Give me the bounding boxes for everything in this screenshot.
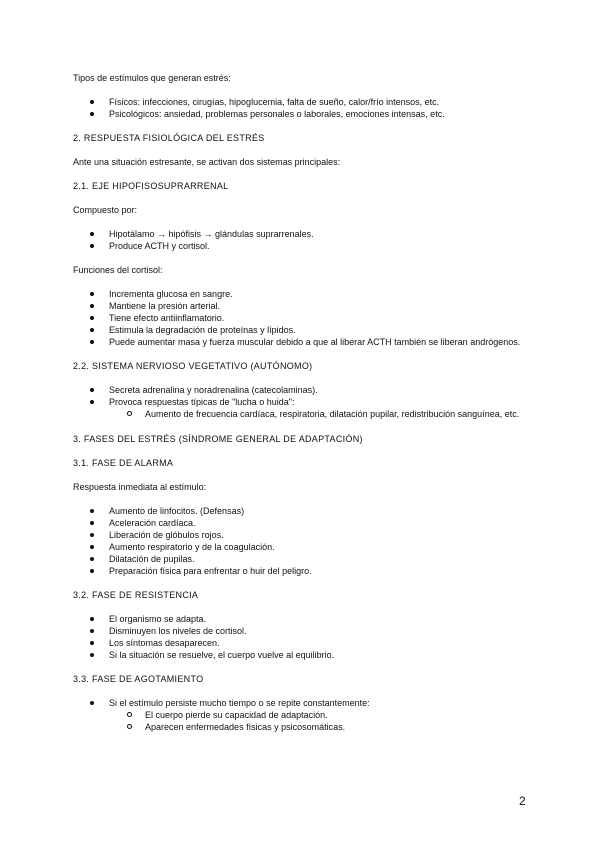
list-item: Físicos: infecciones, cirugías, hipoglucemia, falta de sueño, calor/frío intensos, etc. — [73, 96, 445, 108]
list-item: Mantiene la presión arterial. — [73, 300, 520, 312]
alarm-list — [73, 505, 312, 577]
exhaustion-list — [73, 697, 370, 733]
list-item: Puede aumentar masa y fuerza muscular debido a que al liberar ACTH también se liberan andrógenos. — [73, 336, 520, 348]
list-item: Liberación de glóbulos rojos. — [73, 529, 312, 541]
resistance-list — [73, 613, 334, 661]
section-2-2-heading: 2.2. SISTEMA NERVIOSO VEGETATIVO (AUTÓNOMO) — [73, 361, 313, 371]
list-item: Psicológicos: ansiedad, problemas personales o laborales, emociones intensas, etc. — [73, 108, 445, 120]
sub-list-item: El cuerpo pierde su capacidad de adaptación. — [73, 709, 370, 721]
list-item: Provoca respuestas típicas de "lucha o huida": — [73, 396, 519, 408]
cortisol-functions-list — [73, 288, 520, 348]
list-item: Aumento respiratorio y de la coagulación. — [73, 541, 312, 553]
list-item: Hipotálamo → hipófisis → glándulas suprarrenales. — [73, 228, 314, 240]
list-item: Estimula la degradación de proteínas y lípidos. — [73, 324, 520, 336]
list-item: El organismo se adapta. — [73, 613, 334, 625]
section-3-2-heading: 3.2. FASE DE RESISTENCIA — [73, 590, 199, 600]
cortisol-functions-label: Funciones del cortisol: — [73, 265, 163, 275]
list-item: Secreta adrenalina y noradrenalina (catecolaminas). — [73, 384, 519, 396]
list-item: Si la situación se resuelve, el cuerpo vuelve al equilibrio. — [73, 649, 334, 661]
list-item: Si el estímulo persiste mucho tiempo o se repite constantemente: — [73, 697, 370, 709]
sub-list-item: Aumento de frecuencia cardíaca, respiratoria, dilatación pupilar, redistribución sanguínea, etc. — [73, 408, 519, 420]
section-2-1-heading: 2.1. EJE HIPOFISOSUPRARRENAL — [73, 181, 229, 191]
list-item: Tiene efecto antiinflamatorio. — [73, 312, 520, 324]
list-item: Incrementa glucosa en sangre. — [73, 288, 520, 300]
section-2-intro: Ante una situación estresante, se activan dos sistemas principales: — [73, 157, 341, 167]
list-item: Los síntomas desaparecen. — [73, 637, 334, 649]
section-3-3-heading: 3.3. FASE DE AGOTAMIENTO — [73, 674, 204, 684]
list-item: Produce ACTH y cortisol. — [73, 240, 314, 252]
sub-list-item: Aparecen enfermedades físicas y psicosomáticas. — [73, 721, 370, 733]
nervous-system-sublist — [73, 408, 519, 420]
stimuli-types-label: Tipos de estímulos que generan estrés: — [73, 73, 231, 83]
list-item: Aceleración cardíaca. — [73, 517, 312, 529]
exhaustion-sublist — [73, 709, 370, 733]
list-item: Aumento de linfocitos. (Defensas) — [73, 505, 312, 517]
section-3-1-heading: 3.1. FASE DE ALARMA — [73, 458, 174, 468]
compuesto-list — [73, 228, 314, 252]
list-item: Dilatación de pupilas. — [73, 553, 312, 565]
list-item: Disminuyen los niveles de cortisol. — [73, 625, 334, 637]
nervous-system-list — [73, 384, 519, 420]
stimuli-types-list — [73, 96, 445, 120]
page-number: 2 — [519, 794, 526, 808]
compuesto-label: Compuesto por: — [73, 205, 138, 215]
alarm-label: Respuesta inmediata al estímulo: — [73, 482, 207, 492]
section-3-heading: 3. FASES DEL ESTRÉS (SÍNDROME GENERAL DE ADAPTACIÓN) — [73, 434, 363, 444]
section-2-heading: 2. RESPUESTA FISIOLÓGICA DEL ESTRÉS — [73, 133, 265, 143]
list-item: Preparación física para enfrentar o huir del peligro. — [73, 565, 312, 577]
